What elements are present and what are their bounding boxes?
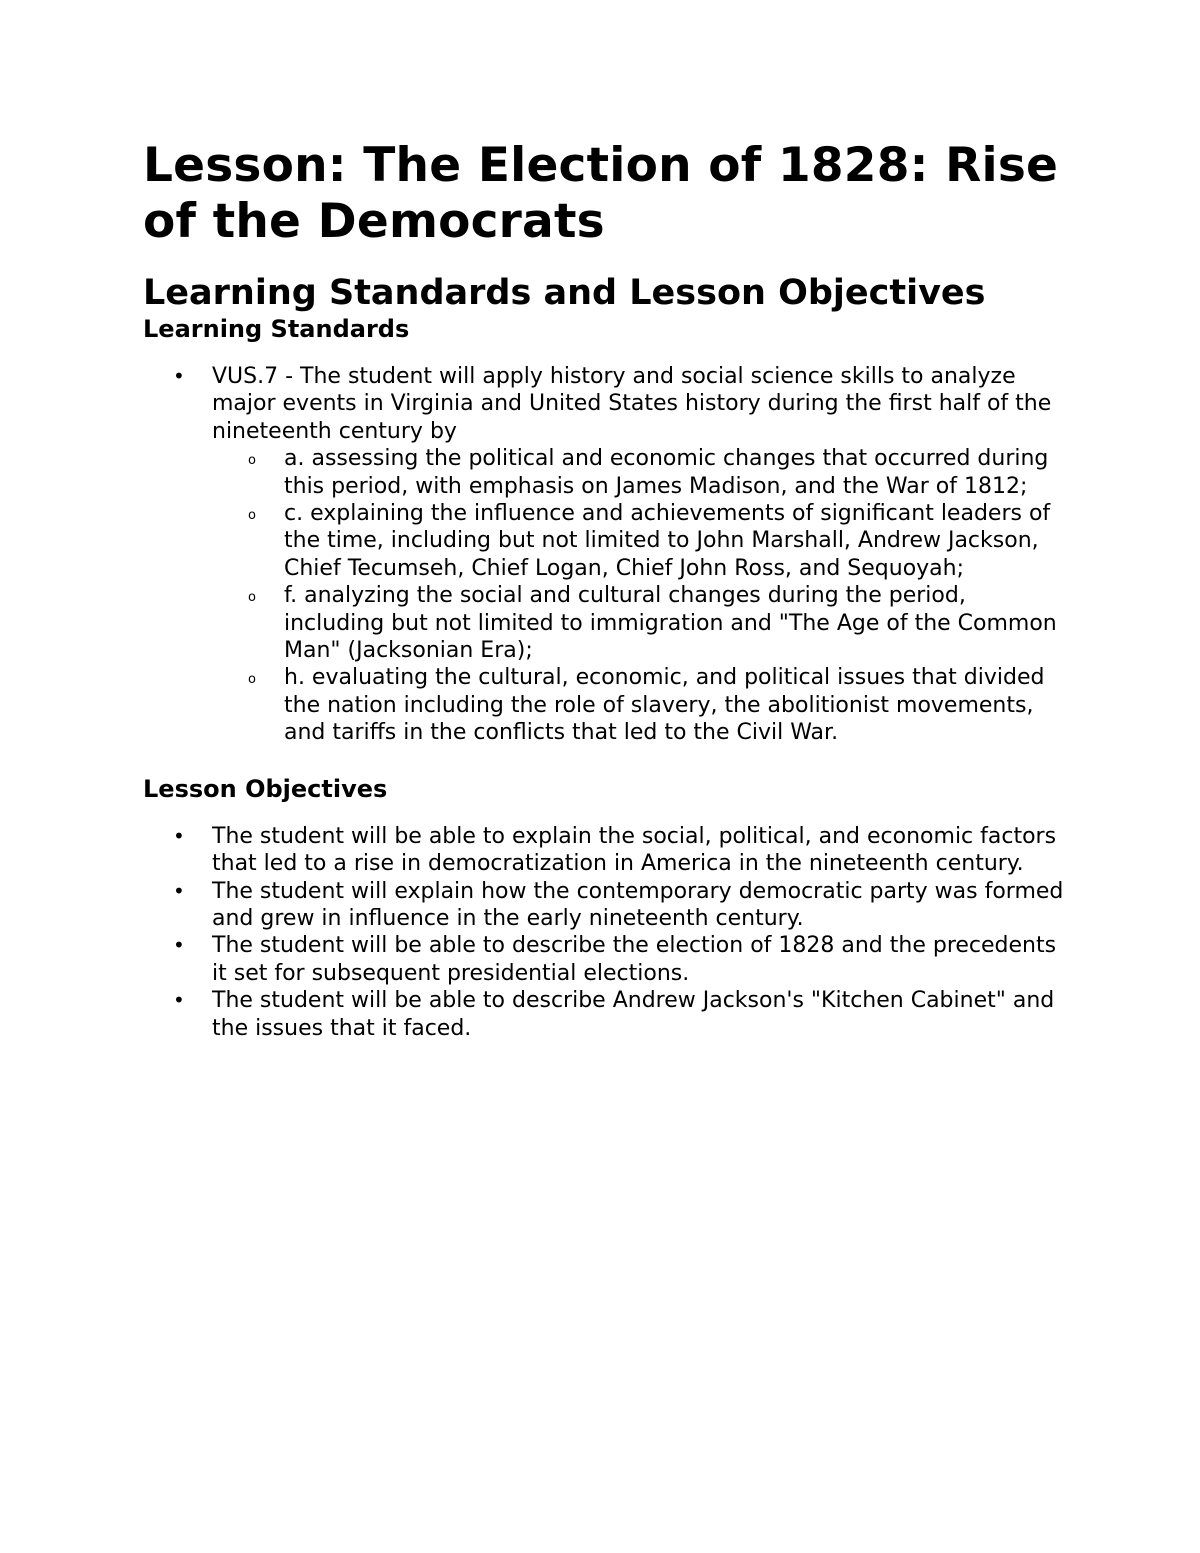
objective-item: • The student will explain how the contemporary democratic party was formed and grew in influence in the early nineteenth century.: [143, 878, 1073, 933]
objectives-heading: Lesson Objectives: [143, 774, 388, 803]
standard-subitem: o c. explaining the influence and achievements of significant leaders of the time, including but not limited to John Marshall, Andrew Jackson, Chief Tecumseh, Chief Logan, Chief John Ross, and Sequoyah;: [212, 500, 1073, 582]
standard-subitem: o h. evaluating the cultural, economic, and political issues that divided the nation including the role of slavery, the abolitionist movements, and tariffs in the conflicts that led to the Civil War.: [212, 664, 1073, 746]
document-title: Lesson: The Election of 1828: Rise of the Democrats: [143, 138, 1059, 249]
objective-item: • The student will be able to explain the social, political, and economic factors that led to a rise in democratization in America in the nineteenth century.: [143, 823, 1073, 878]
standard-subitem: o f. analyzing the social and cultural changes during the period, including but not limited to immigration and "The Age of the Common Man" (Jacksonian Era);: [212, 582, 1073, 664]
document-body: [143, 138, 1073, 1042]
objectives-list: [143, 823, 1073, 1042]
standard-item-text: VUS.7 - The student will apply history and social science skills to analyze major events in Virginia and United States history during the first half of the nineteenth century by: [212, 364, 1052, 444]
standards-list: [143, 363, 1073, 747]
section-heading: Learning Standards and Lesson Objectives: [143, 273, 986, 313]
standard-subitems-list: [212, 445, 1073, 746]
objective-item: • The student will be able to describe the election of 1828 and the precedents it set for subsequent presidential elections.: [143, 932, 1073, 987]
standard-item: [143, 363, 1073, 747]
standard-subitem: o a. assessing the political and economic changes that occurred during this period, with emphasis on James Madison, and the War of 1812;: [212, 445, 1073, 500]
objective-item: • The student will be able to describe Andrew Jackson's "Kitchen Cabinet" and the issues that it faced.: [143, 987, 1073, 1042]
standards-heading: Learning Standards: [143, 315, 410, 343]
